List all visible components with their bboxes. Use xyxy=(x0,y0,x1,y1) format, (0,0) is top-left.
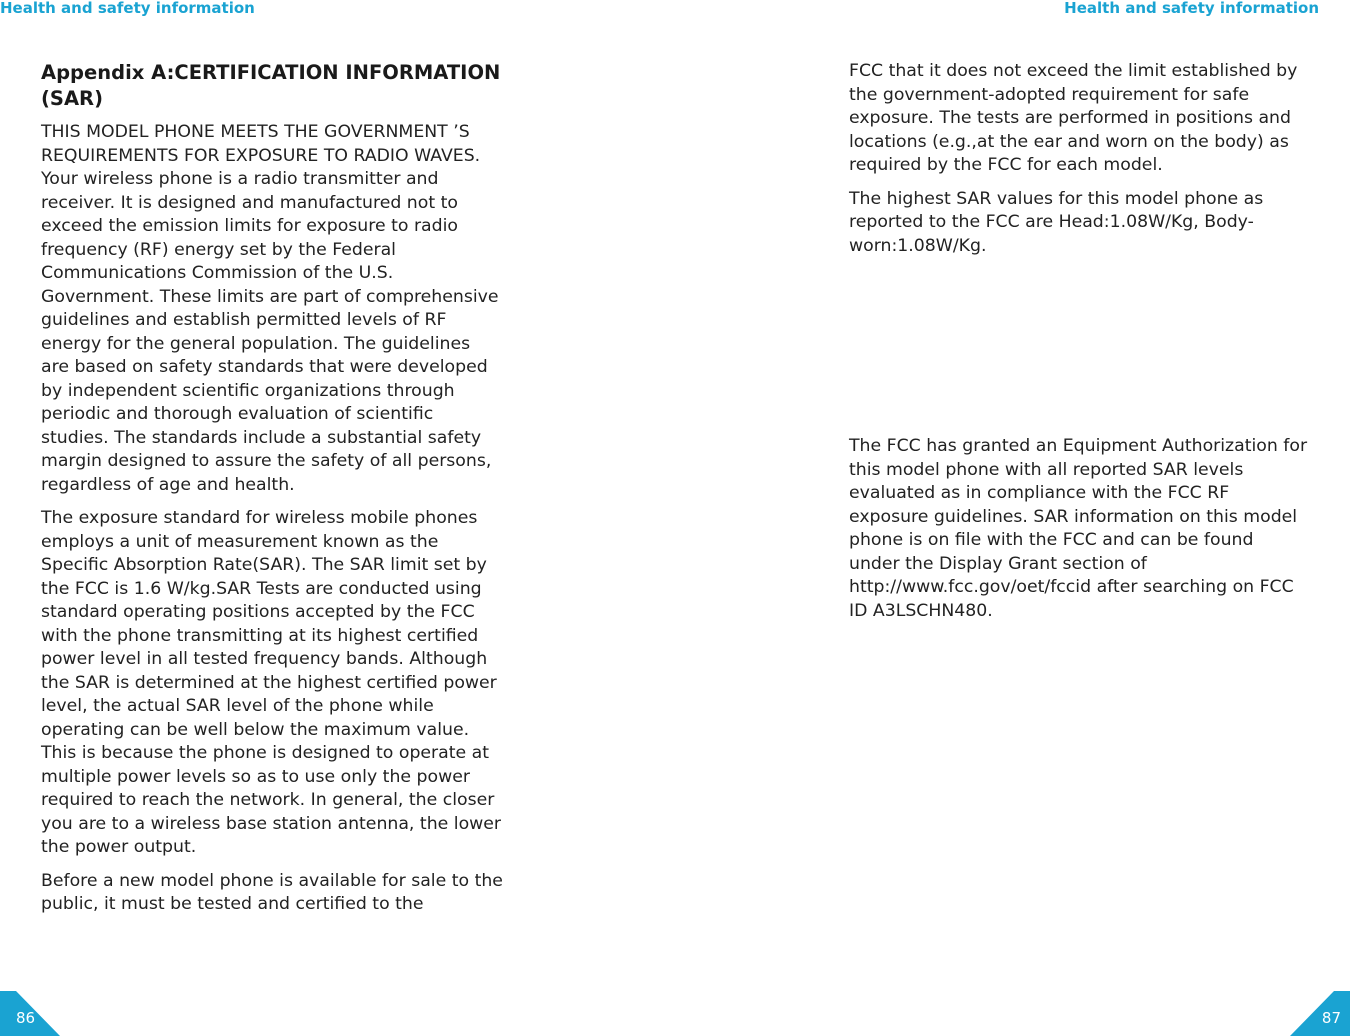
paragraph-certification: THIS MODEL PHONE MEETS THE GOVERNMENT ’S REQUIREMENTS FOR EXPOSURE TO RADIO WAVES. Your wireless phone is a radio transmitter and receiver. It is designed and manufactured not to exceed the emission limits for exposure to radio frequency (RF) energy set by the Federal Communications Commission of the U.S. Government. These limits are part of comprehensive guidelines and establish permitted levels of RF energy for the general population. The guidelines are based on safety standards that were developed by independent scientific organizations through periodic and thorough evaluation of scientific studies. The standards include a substantial safety margin designed to assure the safety of all persons, regardless of age and health. xyxy=(41,122,499,495)
paragraph-equipment-authorization: The FCC has granted an Equipment Authorization for this model phone with all reported SAR levels evaluated as in compliance with the FCC RF exposure guidelines. SAR information on this model phone is on file with the FCC and can be found under the Display Grant section of http://www.fcc.gov/oet/fccid after searching on FCC ID A3LSCHN480. xyxy=(849,436,1308,621)
page-number-right: 87 xyxy=(1321,1009,1341,1027)
paragraph-exposure-standard: The exposure standard for wireless mobile phones employs a unit of measurement known as the Specific Absorption Rate(SAR). The SAR limit set by the FCC is 1.6 W/kg.SAR Tests are conducted using standard operating positions accepted by the FCC with the phone transmitting at its highest certified power level in all tested frequency bands. Although the SAR is determined at the highest certified power level, the actual SAR level of the phone while operating can be well below the maximum value. This is because the phone is designed to operate at multiple power levels so as to use only the power required to reach the network. In general, the closer you are to a wireless base station antenna, the lower the power output. xyxy=(41,508,502,857)
appendix-heading: Appendix A:CERTIFICATION INFORMATION (SAR) xyxy=(41,61,501,110)
page-number-left: 86 xyxy=(16,1009,36,1027)
running-header-left: Health and safety information xyxy=(0,0,255,17)
left-page-content xyxy=(41,60,503,927)
blank-space xyxy=(849,268,1309,435)
page-number-tab-right xyxy=(1290,991,1350,1036)
paragraph-before-sale: Before a new model phone is available for sale to the public, it must be tested and certified to the xyxy=(41,870,503,914)
page-number-tab-left xyxy=(0,991,60,1036)
right-page-content xyxy=(849,60,1309,633)
running-header-right: Health and safety information xyxy=(1064,0,1319,17)
paragraph-fcc-limit: FCC that it does not exceed the limit established by the government-adopted requirement for safe exposure. The tests are performed in positions and locations (e.g.,at the ear and worn on the body) as required by the FCC for each model. xyxy=(849,61,1298,175)
page-tab-shape-right xyxy=(1290,991,1350,1036)
paragraph-highest-sar: The highest SAR values for this model phone as reported to the FCC are Head:1.08W/Kg, Body-worn:1.08W/Kg. xyxy=(849,188,1264,256)
